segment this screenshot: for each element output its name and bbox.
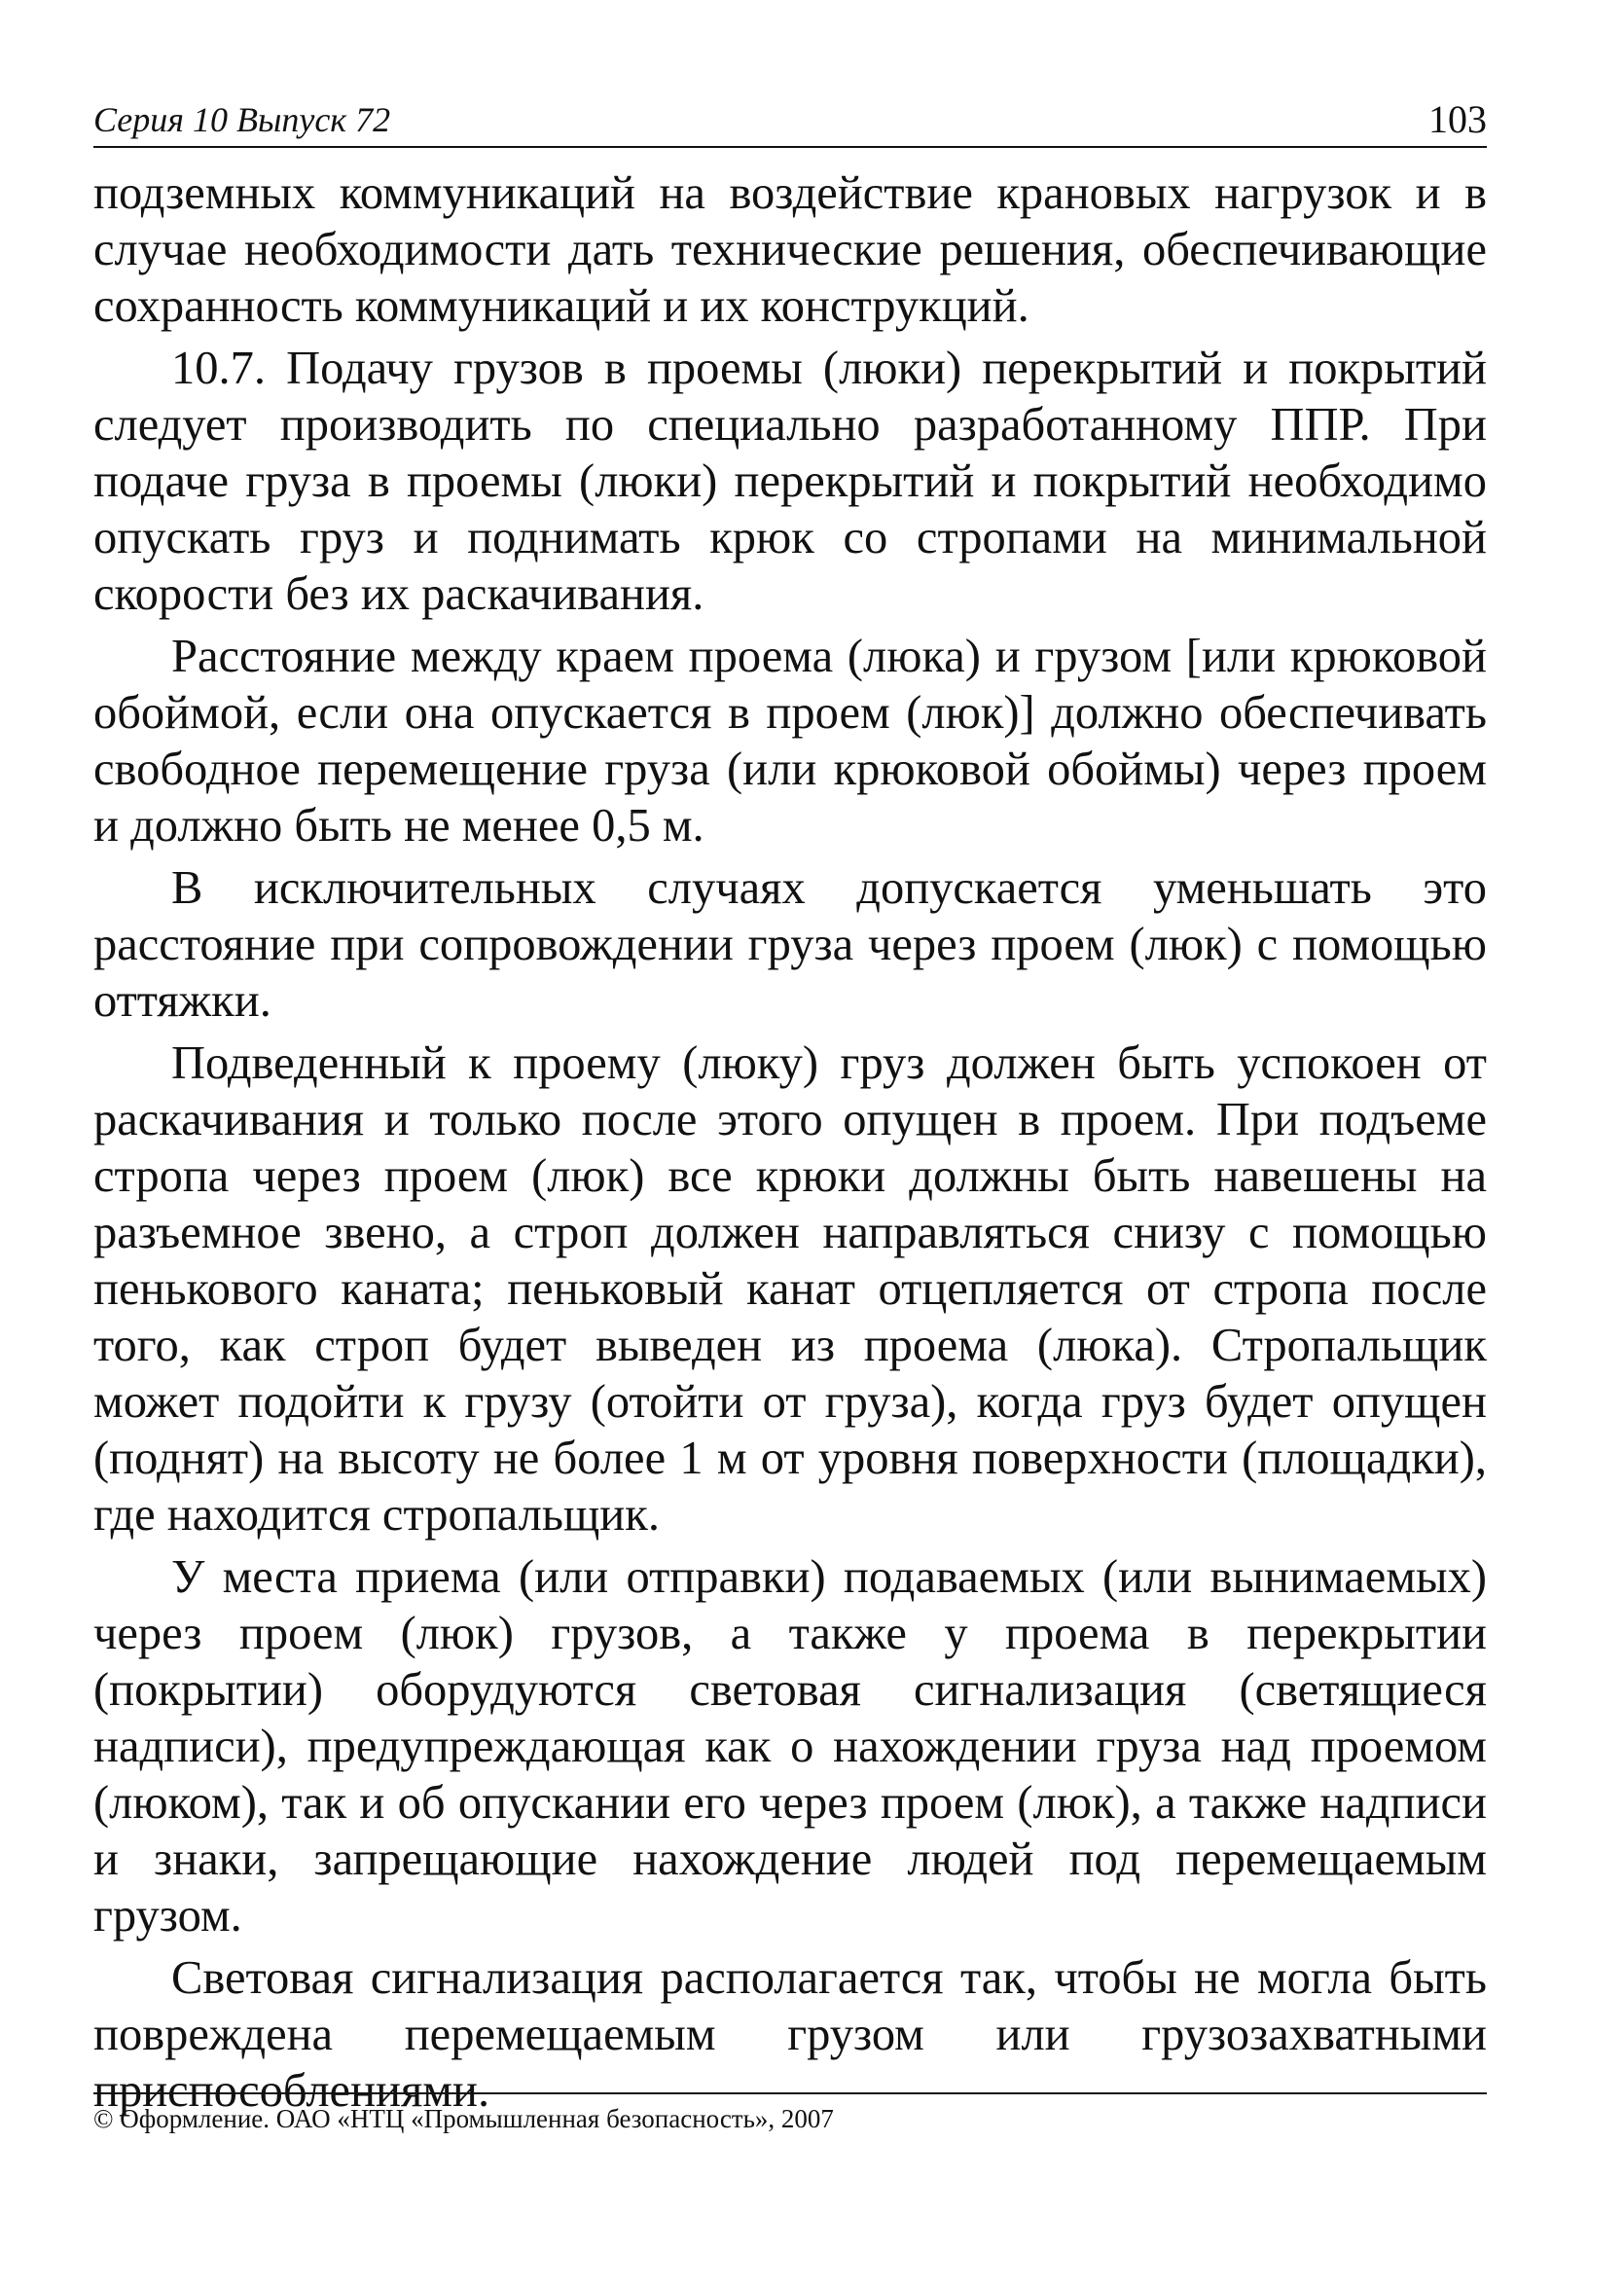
paragraph: 10.7. Подачу грузов в проемы (люки) перекрытий и покрытий следует производить по специально разработанному ППР. При подаче груза в проемы (люки) перекрытий и покрытий необходимо опускать груз и поднимать крюк со стропами на минимальной скорости без их раскачивания.: [93, 343, 1487, 620]
paragraph: подземных коммуникаций на воздействие крановых нагрузок и в случае необходимости дать технические решения, обеспечивающие сохранность коммуникаций и их конструкций.: [93, 167, 1487, 332]
main-text: [93, 165, 1487, 2125]
paragraph: У места приема (или отправки) подаваемых (или вынимаемых) через проем (люк) грузов, а также у проема в перекрытии (покрытии) оборудуются световая сигнализация (светящиеся надписи), предупреждающая как о нахождении груза над проемом (люком), так и об опускании его через проем (люк), а также надписи и знаки, запрещающие нахождение людей под перемещаемым грузом.: [93, 1551, 1487, 1942]
paragraph: Расстояние между краем проема (люка) и грузом [или крюковой обоймой, если она опускается в проем (люк)] должно обеспечивать свободное перемещение груза (или крюковой обоймы) через проем и должно быть не менее 0,5 м.: [93, 631, 1487, 852]
paragraph: В исключительных случаях допускается уменьшать это расстояние при сопровождении груза через проем (люк) с помощью оттяжки.: [93, 862, 1487, 1027]
paragraph: Световая сигнализация располагается так, чтобы не могла быть повреждена перемещаемым грузом или грузозахватными приспособлениями.: [93, 1952, 1487, 2117]
page-footer: [93, 2092, 1487, 2134]
paragraph: Подведенный к проему (люку) груз должен быть успокоен от раскачивания и только после этого опущен в проем. При подъеме стропа через проем (люк) все крюки должны быть навешены на разъемное звено, а строп должен направляться снизу с помощью пенькового каната; пеньковый канат отцепляется от стропа после того, как строп будет выведен из проема (люка). Стропальщик может подойти к грузу (отойти от груза), когда груз будет опущен (поднят) на высоту не более 1 м от уровня поверхности (площадки), где находится стропальщик.: [93, 1037, 1487, 1541]
copyright-notice: © Оформление. ОАО «НТЦ «Промышленная безопасность», 2007: [93, 2104, 834, 2133]
page-header: [93, 90, 1487, 148]
series-title: Серия 10 Выпуск 72: [93, 100, 391, 139]
page-number: 103: [1428, 97, 1487, 141]
